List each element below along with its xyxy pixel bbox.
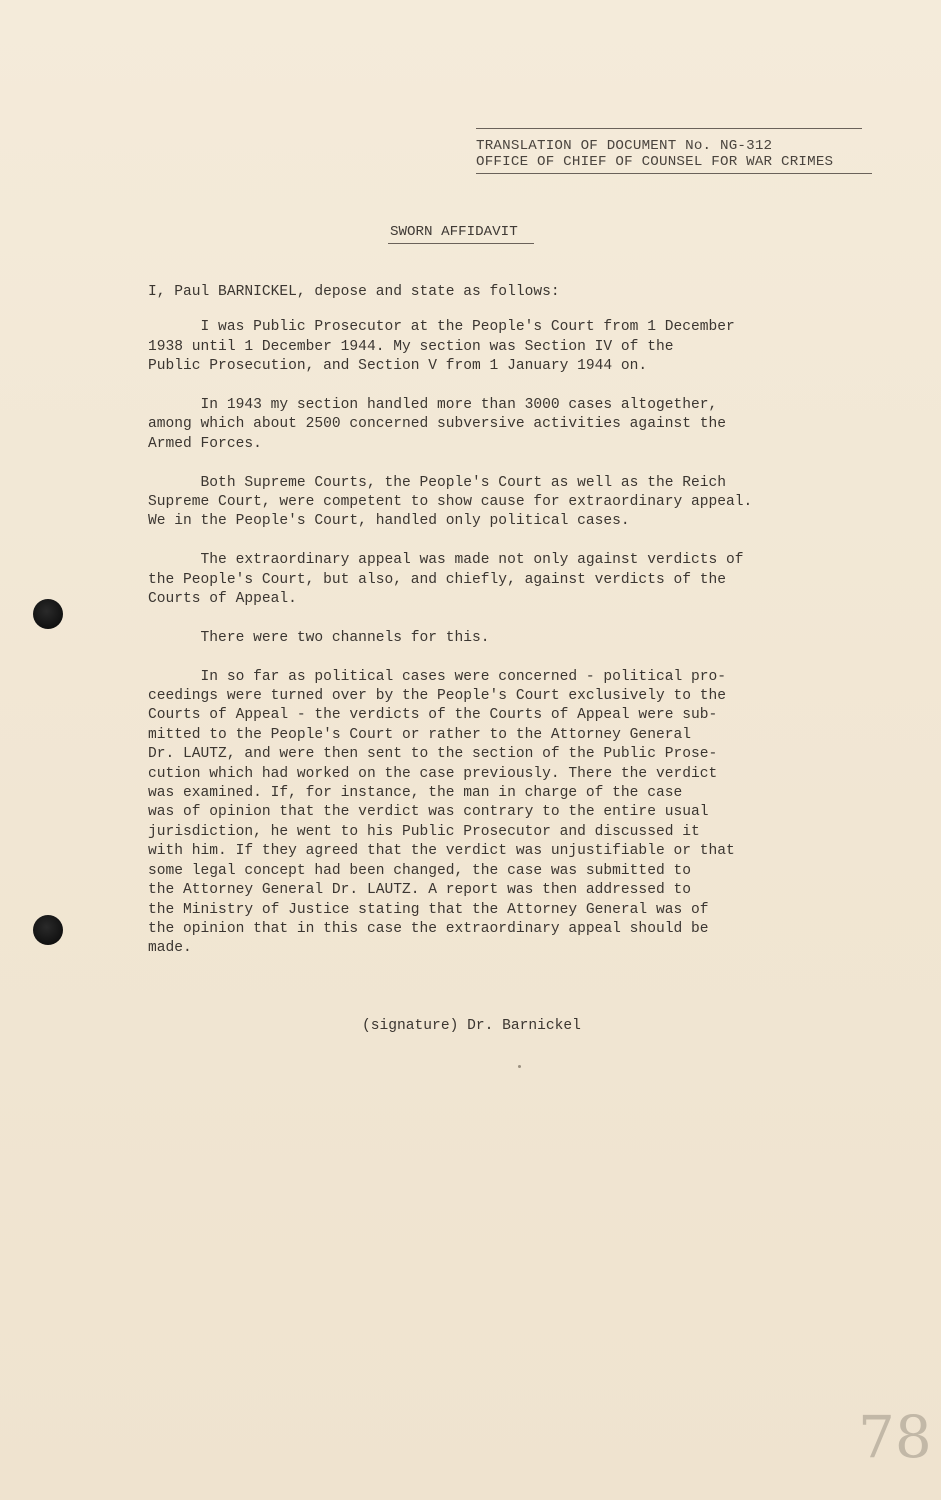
- title-underline: [388, 243, 534, 244]
- paragraph-4: The extraordinary appeal was made not only against verdicts of the People's Court, but also, and chiefly, against verdicts of the Courts of Appeal.: [148, 552, 744, 608]
- document-title: SWORN AFFIDAVIT: [390, 224, 518, 240]
- affidavit-body: [148, 283, 828, 978]
- paragraph-2: In 1943 my section handled more than 3000 cases altogether, among which about 2500 concerned subversive activities against the Armed Forces.: [148, 397, 727, 452]
- punch-hole-upper: [33, 599, 63, 629]
- punch-hole-lower: [33, 915, 63, 945]
- paragraph-5: There were two channels for this.: [148, 629, 490, 646]
- handwritten-page-number: 78: [858, 1403, 932, 1471]
- signature-line: (signature) Dr. Barnickel: [362, 1018, 581, 1034]
- paper-speck: [518, 1065, 521, 1068]
- header-translation-line: TRANSLATION OF DOCUMENT No. NG-312: [476, 138, 773, 154]
- paragraph-3: Both Supreme Courts, the People's Court as well as the Reich Supreme Court, were competent to show cause for extraordinary appeal. We in the People's Court, handled only political cases.: [148, 474, 753, 530]
- paragraph-1: I was Public Prosecutor at the People's Court from 1 December 1938 until 1 December 1944. My section was Section IV of the Public Prosecution, and Section V from 1 January 1944 on.: [148, 319, 735, 375]
- header-rule-top: [476, 128, 862, 129]
- opening-statement: I, Paul BARNICKEL, depose and state as follows:: [148, 284, 560, 300]
- header-rule-bottom: [476, 173, 872, 174]
- header-office-line: OFFICE OF CHIEF OF COUNSEL FOR WAR CRIMES: [476, 154, 834, 170]
- paragraph-6: In so far as political cases were concerned - political pro- ceedings were turned over by the People's Court exclusively to the Courts of Appeal - the verdicts of the Courts of Appeal were sub- mitted to the People's Court or rather to the Attorney General Dr. LAUTZ, and were then sent to the section of the Public Prose- cution which had worked on the case previously. There the verdict was examined. If, for instance, the man in charge of the case was of opinion that the verdict was contrary to the entire usual jurisdiction, he went to his Public Prosecutor and discussed it with him. If they agreed that the verdict was unjustifiable or that some legal concept had been changed, the case was submitted to the Attorney General Dr. LAUTZ. A report was then addressed to the Ministry of Justice stating that the Attorney General was of the opinion that in this case the extraordinary appeal should be made.: [148, 668, 735, 957]
- document-header: [476, 128, 872, 174]
